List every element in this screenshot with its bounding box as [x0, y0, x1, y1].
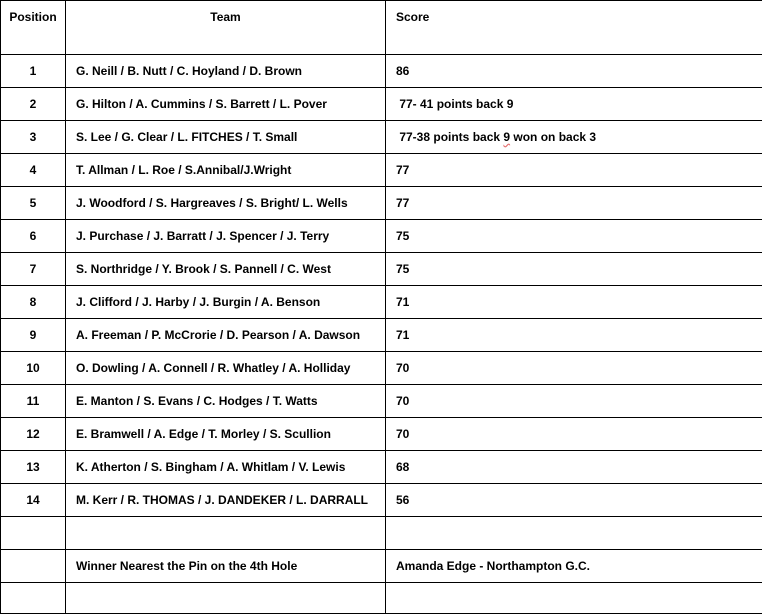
- table-row: [1, 55, 762, 88]
- empty-cell: [386, 517, 762, 550]
- empty-cell: [1, 517, 66, 550]
- spellcheck-word[interactable]: 9: [503, 130, 510, 144]
- position-cell: 13: [1, 451, 66, 484]
- score-cell: 75: [386, 253, 762, 286]
- team-cell: A. Freeman / P. McCrorie / D. Pearson / A. Dawson: [66, 319, 386, 352]
- team-cell: O. Dowling / A. Connell / R. Whatley / A. Holliday: [66, 352, 386, 385]
- position-cell: 3: [1, 121, 66, 154]
- position-cell: 8: [1, 286, 66, 319]
- table-row: [1, 385, 762, 418]
- table-row: [1, 484, 762, 517]
- table-row: [1, 220, 762, 253]
- position-cell: 14: [1, 484, 66, 517]
- table-row: [1, 154, 762, 187]
- team-cell: J. Woodford / S. Hargreaves / S. Bright/ L. Wells: [66, 187, 386, 220]
- team-cell: M. Kerr / R. THOMAS / J. DANDEKER / L. DARRALL: [66, 484, 386, 517]
- team-cell: J. Purchase / J. Barratt / J. Spencer / J. Terry: [66, 220, 386, 253]
- table-row: [1, 286, 762, 319]
- position-cell: 7: [1, 253, 66, 286]
- table-row: [1, 253, 762, 286]
- header-score: Score: [386, 1, 762, 55]
- position-cell: 12: [1, 418, 66, 451]
- score-cell: 71: [386, 286, 762, 319]
- team-cell: T. Allman / L. Roe / S.Annibal/J.Wright: [66, 154, 386, 187]
- empty-cell: [66, 517, 386, 550]
- score-cell: 70: [386, 418, 762, 451]
- nearest-pin-row: [1, 550, 762, 583]
- score-cell: 68: [386, 451, 762, 484]
- score-text: won on back 3: [510, 130, 596, 144]
- position-cell: 1: [1, 55, 66, 88]
- empty-cell: [1, 550, 66, 583]
- team-cell: E. Bramwell / A. Edge / T. Morley / S. Scullion: [66, 418, 386, 451]
- table-row: [1, 88, 762, 121]
- table-row: [1, 121, 762, 154]
- score-text: 77-38 points back: [396, 130, 503, 144]
- score-cell: [386, 121, 762, 154]
- team-cell: S. Northridge / Y. Brook / S. Pannell / C. West: [66, 253, 386, 286]
- score-cell: 56: [386, 484, 762, 517]
- position-cell: 10: [1, 352, 66, 385]
- table-row: [1, 418, 762, 451]
- score-cell: 77- 41 points back 9: [386, 88, 762, 121]
- score-cell: 77: [386, 154, 762, 187]
- score-cell: 86: [386, 55, 762, 88]
- position-cell: 6: [1, 220, 66, 253]
- position-cell: 2: [1, 88, 66, 121]
- team-cell: E. Manton / S. Evans / C. Hodges / T. Watts: [66, 385, 386, 418]
- table-row: [1, 352, 762, 385]
- score-cell: 77: [386, 187, 762, 220]
- header-row: [1, 1, 762, 55]
- score-cell: 71: [386, 319, 762, 352]
- position-cell: 11: [1, 385, 66, 418]
- position-cell: 9: [1, 319, 66, 352]
- score-cell: 75: [386, 220, 762, 253]
- header-team: Team: [66, 1, 386, 55]
- position-cell: 5: [1, 187, 66, 220]
- table-row: [1, 451, 762, 484]
- header-position: Position: [1, 1, 66, 55]
- table-row: [1, 319, 762, 352]
- position-cell: 4: [1, 154, 66, 187]
- team-cell: G. Neill / B. Nutt / C. Hoyland / D. Brown: [66, 55, 386, 88]
- score-cell: 70: [386, 352, 762, 385]
- team-cell: K. Atherton / S. Bingham / A. Whitlam / V. Lewis: [66, 451, 386, 484]
- team-cell: J. Clifford / J. Harby / J. Burgin / A. Benson: [66, 286, 386, 319]
- team-cell: S. Lee / G. Clear / L. FITCHES / T. Small: [66, 121, 386, 154]
- empty-row: [1, 517, 762, 550]
- score-cell: 70: [386, 385, 762, 418]
- team-cell: G. Hilton / A. Cummins / S. Barrett / L. Pover: [66, 88, 386, 121]
- nearest-pin-winner: Amanda Edge - Northampton G.C.: [386, 550, 762, 583]
- table-row: [1, 187, 762, 220]
- nearest-pin-label: Winner Nearest the Pin on the 4th Hole: [66, 550, 386, 583]
